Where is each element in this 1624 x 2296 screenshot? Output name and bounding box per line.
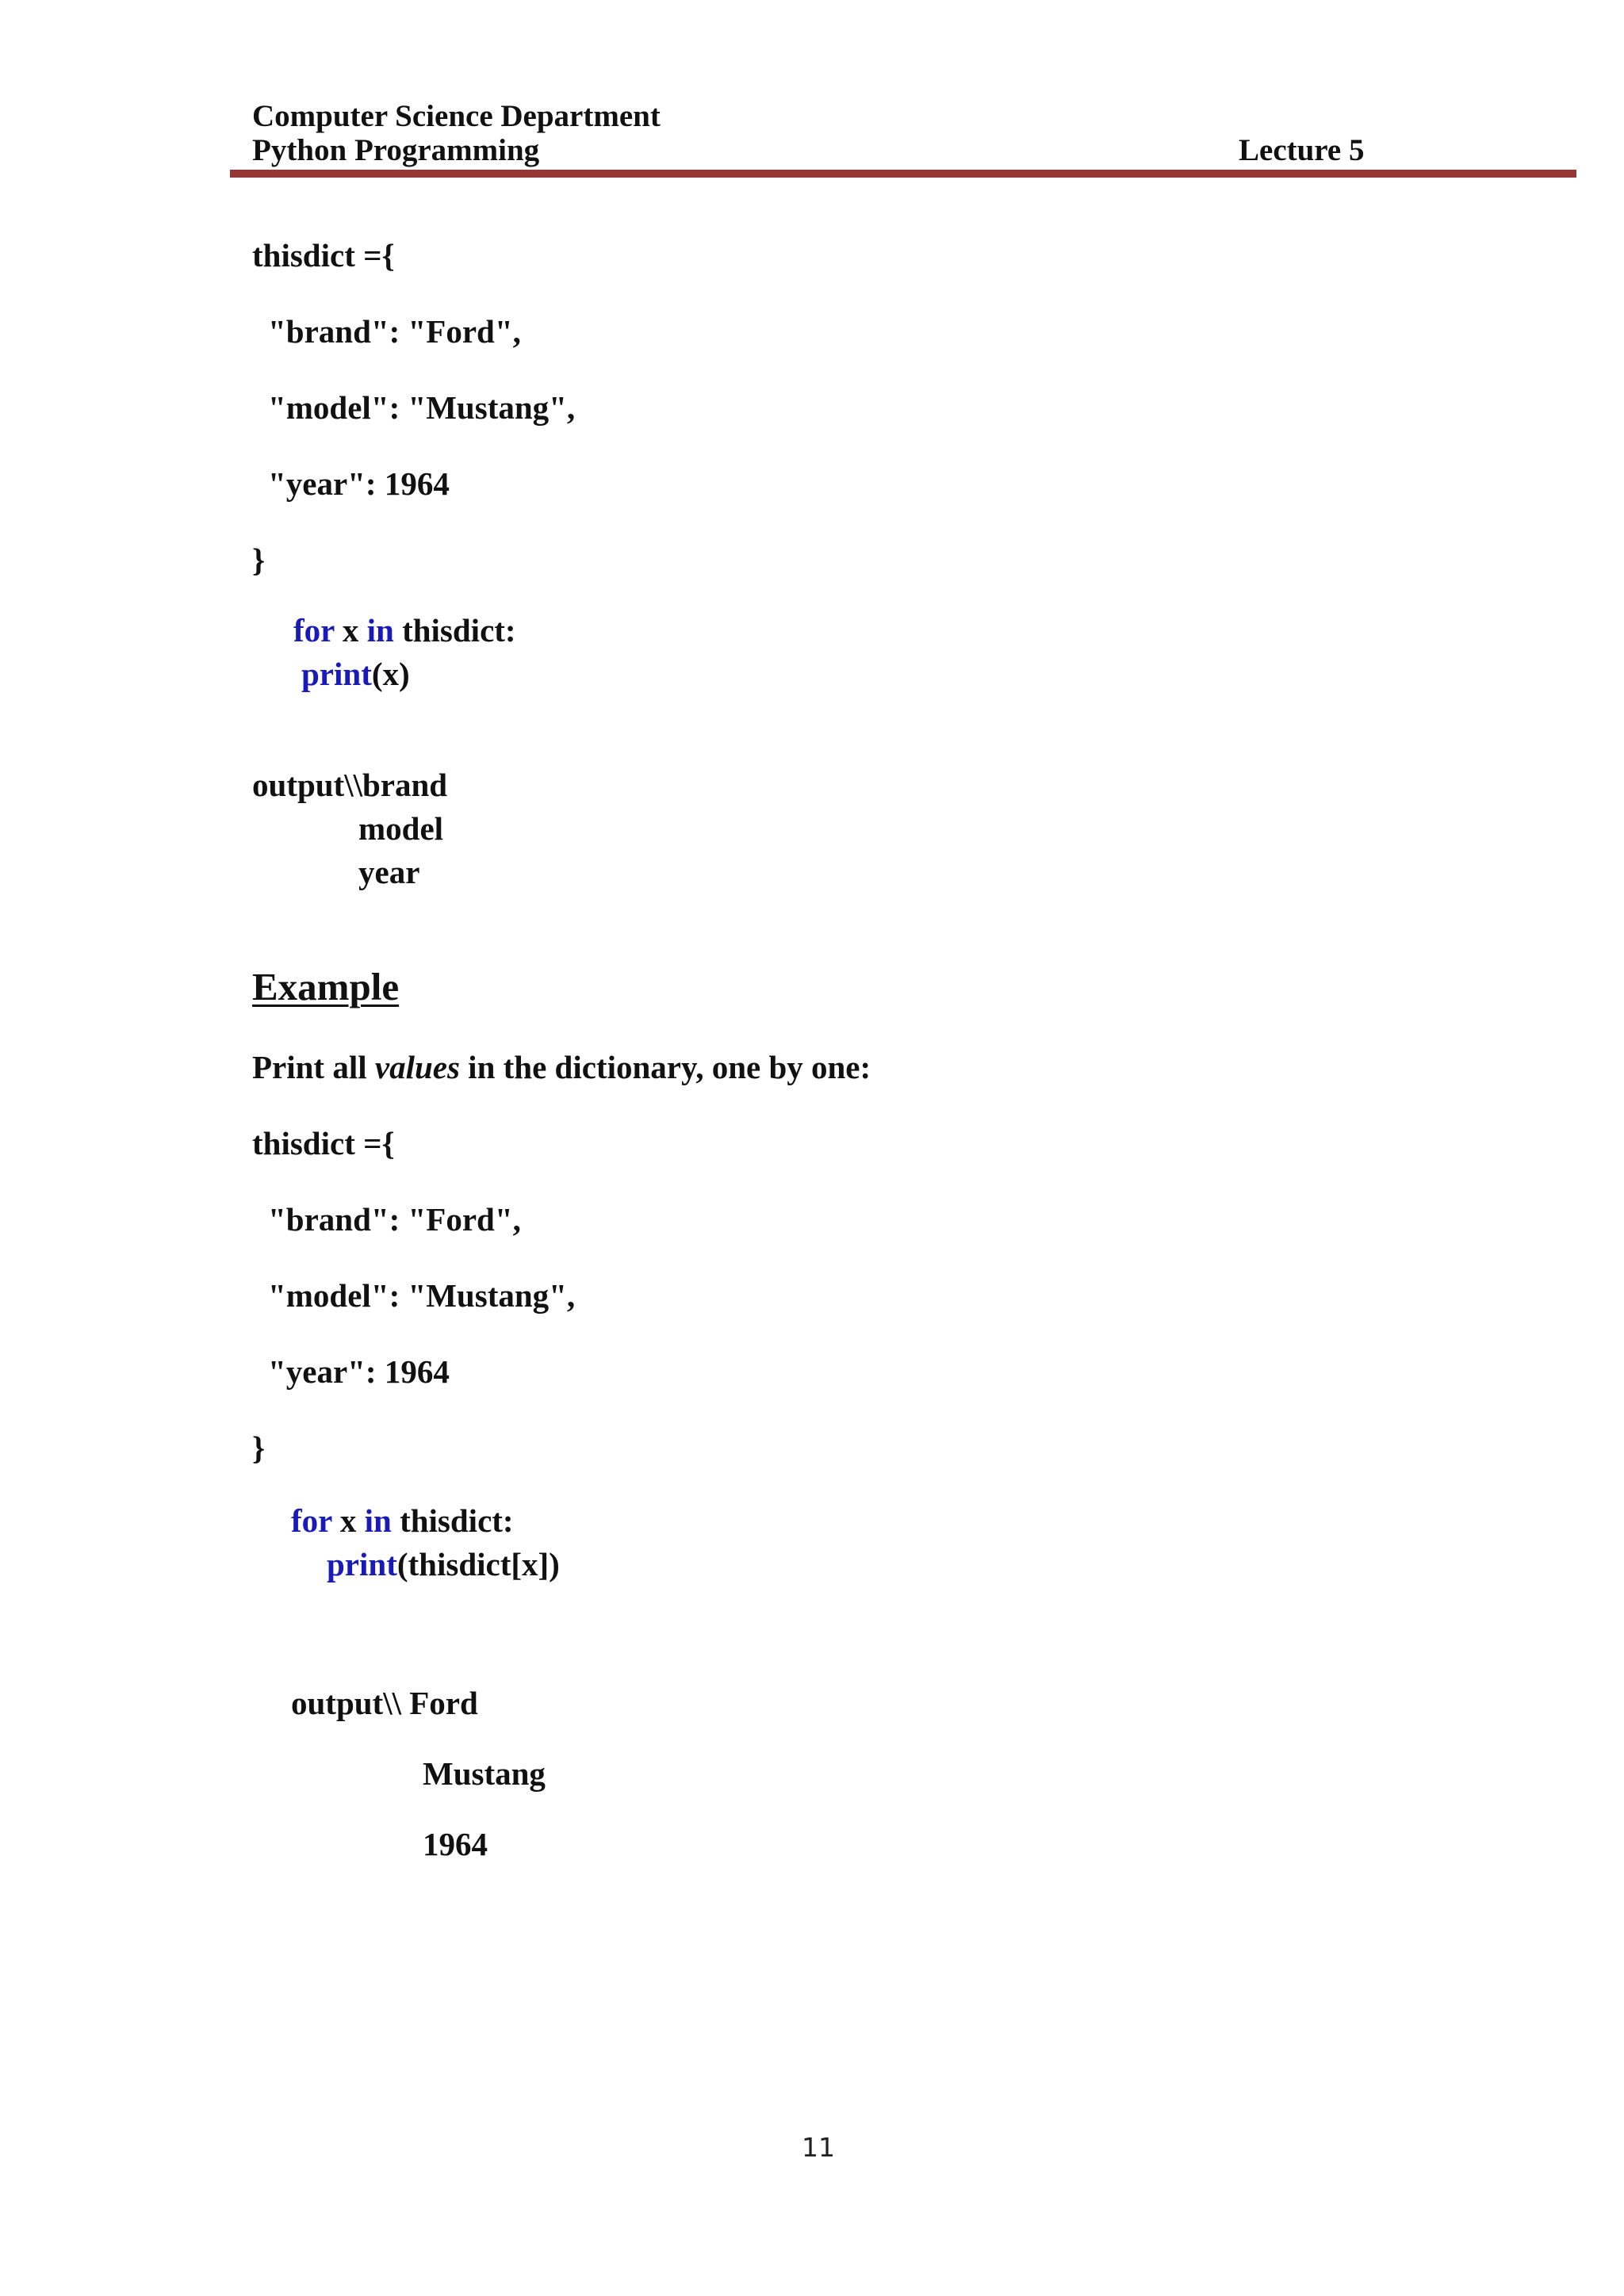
desc-text: in the dictionary, one by one:	[459, 1049, 871, 1085]
code-brand-line: "brand": "Ford",	[268, 313, 521, 350]
code-print-line	[301, 658, 410, 691]
output-line: model	[358, 810, 444, 847]
code-dict-open: thisdict ={	[252, 1125, 395, 1161]
code-print-line	[327, 1548, 560, 1581]
code-dict-open: thisdict ={	[252, 237, 395, 274]
output-line: year	[358, 854, 420, 890]
loop-iter: thisdict:	[391, 1502, 514, 1539]
header-department: Computer Science Department	[252, 99, 661, 133]
code-year-line: "year": 1964	[268, 465, 450, 502]
keyword-for: for	[293, 612, 335, 649]
code-brand-line: "brand": "Ford",	[268, 1201, 521, 1238]
output-label: output\\brand	[252, 767, 448, 803]
keyword-for: for	[291, 1502, 332, 1539]
code-dict-close: }	[252, 1429, 266, 1466]
print-args: (thisdict[x])	[396, 1546, 560, 1582]
keyword-in: in	[366, 612, 394, 649]
desc-text: Print all	[252, 1049, 375, 1085]
code-model-line: "model": "Mustang",	[268, 389, 576, 426]
loop-var: x	[331, 1502, 365, 1539]
output-label: output\\ Ford	[291, 1685, 478, 1721]
header-lecture: Lecture 5	[1239, 133, 1365, 167]
code-model-line: "model": "Mustang",	[268, 1277, 576, 1314]
keyword-print: print	[327, 1546, 397, 1582]
output-line: Mustang	[423, 1755, 546, 1792]
loop-var: x	[334, 612, 367, 649]
output-line: 1964	[423, 1826, 488, 1862]
code-year-line: "year": 1964	[268, 1353, 450, 1390]
header-course: Python Programming	[252, 133, 540, 167]
page-number: 11	[802, 2132, 835, 2163]
example-description	[252, 1051, 871, 1084]
keyword-print: print	[301, 656, 372, 692]
code-dict-close: }	[252, 541, 266, 578]
code-for-loop	[291, 1502, 514, 1539]
keyword-in: in	[364, 1502, 392, 1539]
print-args: (x)	[371, 656, 410, 692]
code-for-loop	[293, 614, 516, 647]
loop-iter: thisdict:	[393, 612, 516, 649]
header-rule	[230, 170, 1576, 178]
desc-emphasis: values	[374, 1049, 460, 1085]
example-heading: Example	[252, 965, 400, 1008]
